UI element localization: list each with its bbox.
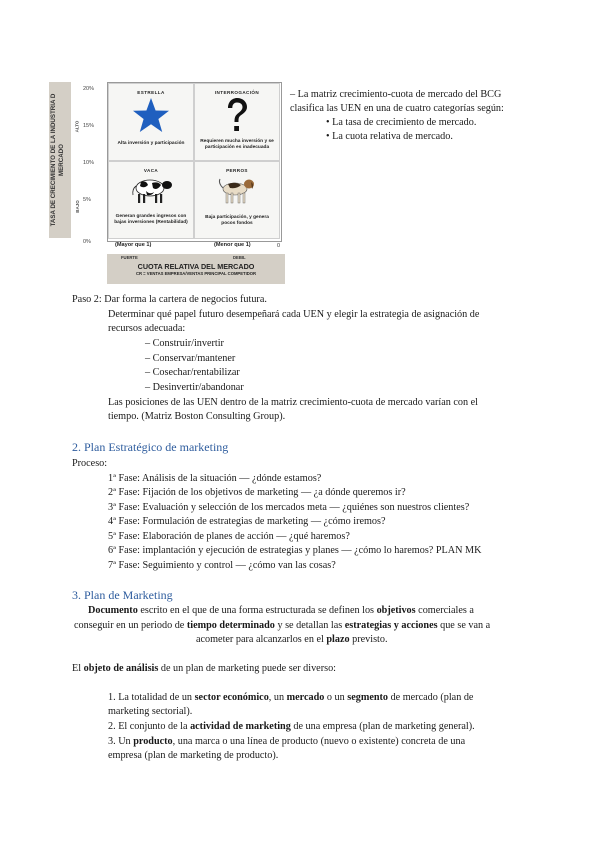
- cell-interrogacion: [194, 83, 280, 161]
- y-side-high: ALTO: [74, 120, 80, 133]
- text-run: de un plan de marketing puede ser diverso:: [158, 663, 336, 674]
- phase-item: 1ª Fase: Análisis de la situación — ¿dónde estamos?: [108, 473, 322, 484]
- under-left-label: (Mayor que 1): [115, 242, 152, 248]
- strategy-option: – Desinvertir/abandonar: [145, 382, 244, 393]
- item-3-line-2: empresa (plan de marketing de producto).: [108, 750, 279, 761]
- cell-desc: Alta inversión y participación: [117, 141, 185, 146]
- intro-line-2: clasifica las UEN en una de cuatro categorías según:: [290, 103, 504, 114]
- y-tick: 20%: [83, 86, 95, 92]
- cell-perros: [194, 161, 280, 239]
- phase-item: 3ª Fase: Evaluación y selección de los mercados meta — ¿quiénes son nuestros clientes?: [108, 502, 470, 513]
- x-axis-subtitle: CR = VENTAS EMPRESA/VENTAS PRINCIPAL COMPETIDOR: [135, 271, 257, 276]
- text-run: y se detallan las: [274, 620, 345, 631]
- dog-icon: [215, 174, 259, 206]
- definition-line-2: [74, 619, 490, 634]
- cell-vaca: [108, 161, 194, 239]
- text-run: de una empresa (plan de marketing general).: [290, 721, 475, 732]
- paso2-p2-line2: tiempo. (Matriz Boston Consulting Group).: [108, 411, 286, 422]
- intro-bullet: • La cuota relativa de mercado.: [326, 131, 453, 142]
- under-right-label: (Menor que 1): [214, 242, 251, 248]
- bullet-text: La tasa de crecimiento de mercado.: [332, 117, 477, 128]
- cell-title: VACA: [143, 168, 159, 173]
- text-run: El: [72, 663, 84, 674]
- paso2-p2-line1: Las posiciones de las UEN dentro de la matriz crecimiento-cuota de mercado varían con el: [108, 397, 478, 408]
- text-run: , una marca o una línea de producto (nuevo o existente) concreta de una: [172, 736, 466, 747]
- bold-term: plazo: [326, 634, 350, 645]
- phase-item: 6ª Fase: implantación y ejecución de estrategias y planes — ¿cómo lo haremos? PLAN MK: [108, 545, 482, 556]
- strong-label: FUERTE: [121, 255, 138, 260]
- y-axis-title: TASA DE CRECIMIENTO DE LA INDUSTRIA D MERCADO: [50, 93, 65, 227]
- item-1-line-1: [108, 691, 473, 706]
- star-icon: [132, 97, 170, 133]
- section3-heading: 3. Plan de Marketing: [72, 588, 173, 602]
- text-run: de mercado (plan de: [388, 692, 474, 703]
- bcg-matrix-figure: [49, 82, 285, 284]
- item-3-line-1: [108, 735, 465, 750]
- bold-term: estrategias y acciones: [344, 620, 438, 631]
- y-tick: 15%: [83, 123, 95, 129]
- strategy-option: – Construir/invertir: [145, 338, 224, 349]
- bold-term: producto: [133, 736, 173, 747]
- bold-term: segmento: [347, 692, 389, 703]
- paso2-p1-line1: Determinar qué papel futuro desempeñará cada UEN y elegir la estrategia de asignación de: [108, 309, 480, 320]
- text-run: previsto.: [349, 634, 388, 645]
- phase-item: 5ª Fase: Elaboración de planes de acción — ¿qué haremos?: [108, 531, 350, 542]
- cell-estrella: [108, 83, 194, 161]
- y-tick: 5%: [83, 197, 91, 203]
- bold-term: Documento: [88, 605, 138, 616]
- text-run: escrito en el que de una forma estructurada se definen los: [137, 605, 377, 616]
- text-run: comerciales a: [415, 605, 474, 616]
- y-tick: 10%: [83, 160, 95, 166]
- bold-term: actividad de marketing: [190, 721, 291, 732]
- strategy-option: – Cosechar/rentabilizar: [145, 367, 240, 378]
- cell-desc: Baja participación, y genera pocos fondos: [205, 215, 269, 226]
- cell-desc: Requieren mucha inversión y se participación es inadecuada: [200, 139, 274, 150]
- cell-title: INTERROGACIÓN: [214, 90, 260, 95]
- text-run: , un: [268, 692, 287, 703]
- text-run: 3. Un: [108, 736, 134, 747]
- text-run: o un: [324, 692, 348, 703]
- item-2: [108, 720, 475, 735]
- y-side-low: BAJO: [74, 200, 80, 213]
- bold-term: objeto de análisis: [83, 663, 159, 674]
- section2-heading: 2. Plan Estratégico de marketing: [72, 440, 229, 454]
- paso2-p1-line2: recursos adecuada:: [108, 323, 186, 334]
- intro-line-1: – La matriz crecimiento-cuota de mercado del BCG: [290, 89, 502, 100]
- paso2-title: Paso 2: Dar forma la cartera de negocios futura.: [72, 294, 267, 305]
- text-run: 2. El conjunto de la: [108, 721, 191, 732]
- bold-term: tiempo determinado: [186, 620, 275, 631]
- definition-line-3: [196, 633, 388, 648]
- weak-label: DEBIL: [233, 255, 246, 260]
- cell-desc: Generan grandes ingresos con bajas inversiones (Rentabilidad): [114, 214, 188, 225]
- text-run: acometer para alcanzarlos en el: [196, 634, 327, 645]
- phase-item: 4ª Fase: Formulación de estrategias de marketing — ¿cómo iremos?: [108, 516, 386, 527]
- question-mark-icon: [222, 97, 252, 135]
- bold-term: objetivos: [376, 605, 416, 616]
- under-zero: 0: [277, 243, 281, 249]
- text-run: 1. La totalidad de un: [108, 692, 195, 703]
- phase-item: 7ª Fase: Seguimiento y control — ¿cómo van las cosas?: [108, 560, 336, 571]
- cell-title: PERROS: [226, 168, 248, 173]
- definition-line-1: [88, 604, 474, 619]
- strategy-option: – Conservar/mantener: [145, 353, 236, 364]
- text-run: conseguir en un periodo de: [74, 620, 187, 631]
- bold-term: mercado: [286, 692, 325, 703]
- bullet-text: La cuota relativa de mercado.: [332, 131, 453, 142]
- objeto-line: [72, 662, 336, 677]
- x-axis-title: CUOTA RELATIVA DEL MERCADO: [137, 262, 255, 271]
- item-1-line-2: marketing sectorial).: [108, 706, 193, 717]
- bold-term: sector económico: [194, 692, 269, 703]
- phase-item: 2ª Fase: Fijación de los objetivos de marketing — ¿a dónde queremos ir?: [108, 487, 406, 498]
- cow-icon: [128, 175, 174, 205]
- y-tick: 0%: [83, 239, 91, 245]
- intro-bullet: • La tasa de crecimiento de mercado.: [326, 117, 477, 128]
- matrix-grid: [107, 82, 282, 242]
- text-run: que se van a: [437, 620, 491, 631]
- proceso-label: Proceso:: [72, 458, 108, 469]
- cell-title: ESTRELLA: [137, 90, 165, 95]
